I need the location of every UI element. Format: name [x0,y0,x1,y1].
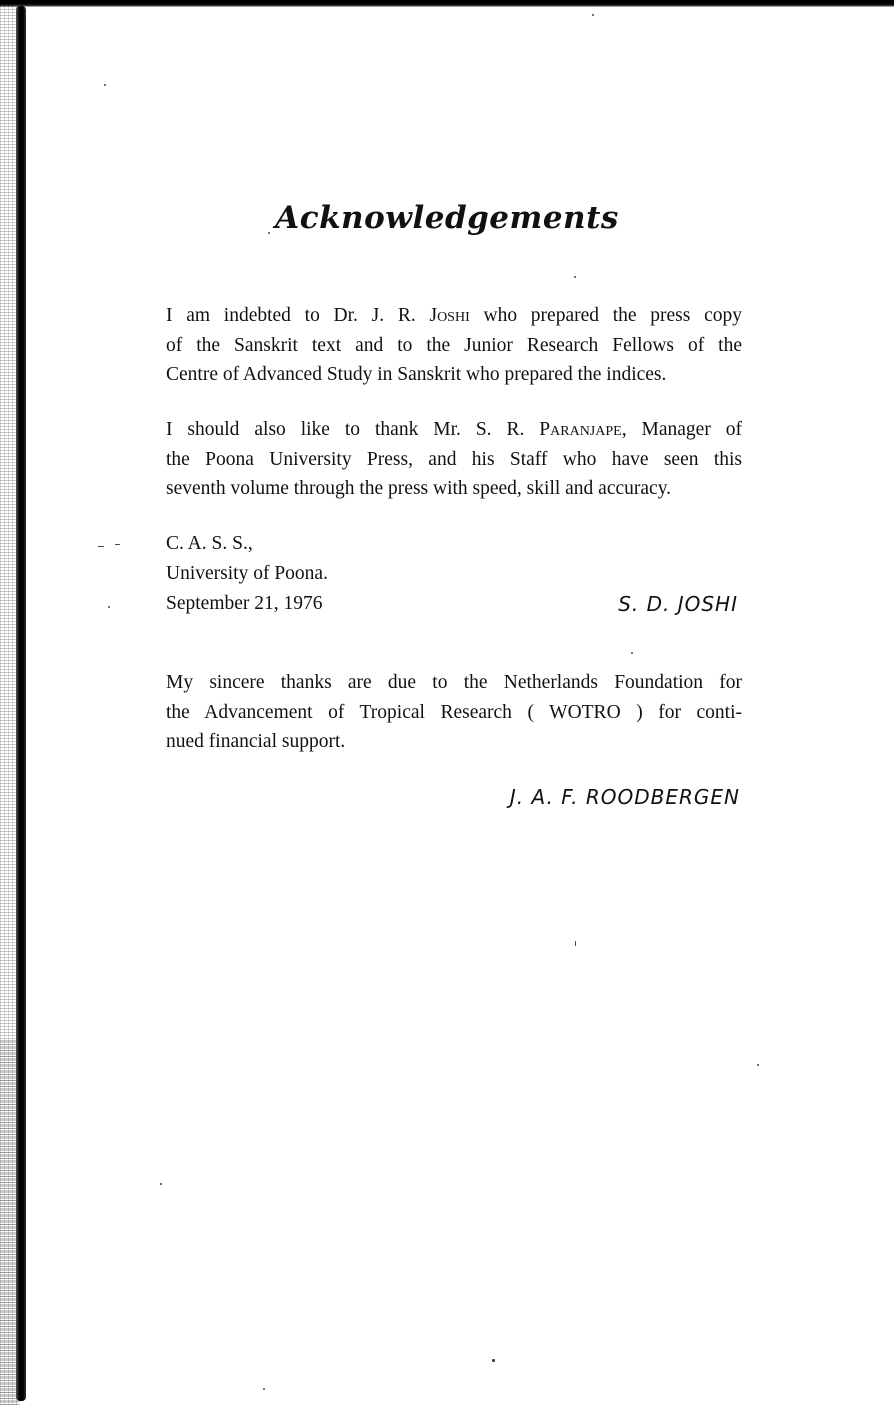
scan-speck [574,276,576,278]
name-joshi: Joshi [429,305,470,326]
paragraph-indebted [166,301,742,390]
name-paranjape: Paranjape [539,419,622,440]
signature-roodbergen: J. A. F. ROODBERGEN [509,785,740,809]
paragraph-line: Centre of Advanced Study in Sanskrit who prepared the indices. [166,364,667,385]
scan-speck [575,941,576,946]
paragraph-line [166,415,742,445]
paragraph-thanks-press [166,415,742,504]
scan-speck [115,544,120,545]
paragraph-line: nued financial support. [166,731,346,752]
paragraph-wotro-thanks [166,668,742,757]
scan-speck [492,1359,495,1362]
scan-top-edge [0,0,894,7]
signature-joshi: S. D. JOSHI [618,592,738,616]
page-title: Acknowledgements [275,200,619,236]
paragraph-line: the Advancement of Tropical Research ( WOTRO ) for conti- [166,701,742,723]
scan-speck [98,546,104,547]
paragraph-line [166,301,742,331]
scan-speck [268,232,270,234]
text-run: who prepared the press copy [469,305,742,326]
scan-speck [263,1388,265,1390]
scan-speck [160,1183,162,1185]
scan-speck [104,84,106,86]
address-line: University of Poona. [166,563,328,584]
paragraph-line: of the Sanskrit text and to the Junior Research Fellows of the [166,334,742,356]
scan-speck [757,1064,759,1066]
paragraph-line: seventh volume through the press with speed, skill and accuracy. [166,478,672,499]
text-run: I am indebted to Dr. J. R. [166,305,430,326]
paragraph-line: My sincere thanks are due to the Netherlands Foundation for [166,672,742,693]
paragraph-line: the Poona University Press, and his Staff who have seen this [166,448,742,470]
text-run: I should also like to thank Mr. S. R. [166,419,540,440]
scan-speck [108,606,110,608]
date-line: September 21, 1976 [166,593,323,614]
scan-speck [592,14,594,16]
text-run: , Manager of [621,419,743,440]
address-line: C. A. S. S., [166,533,253,554]
scan-speck [631,652,633,654]
